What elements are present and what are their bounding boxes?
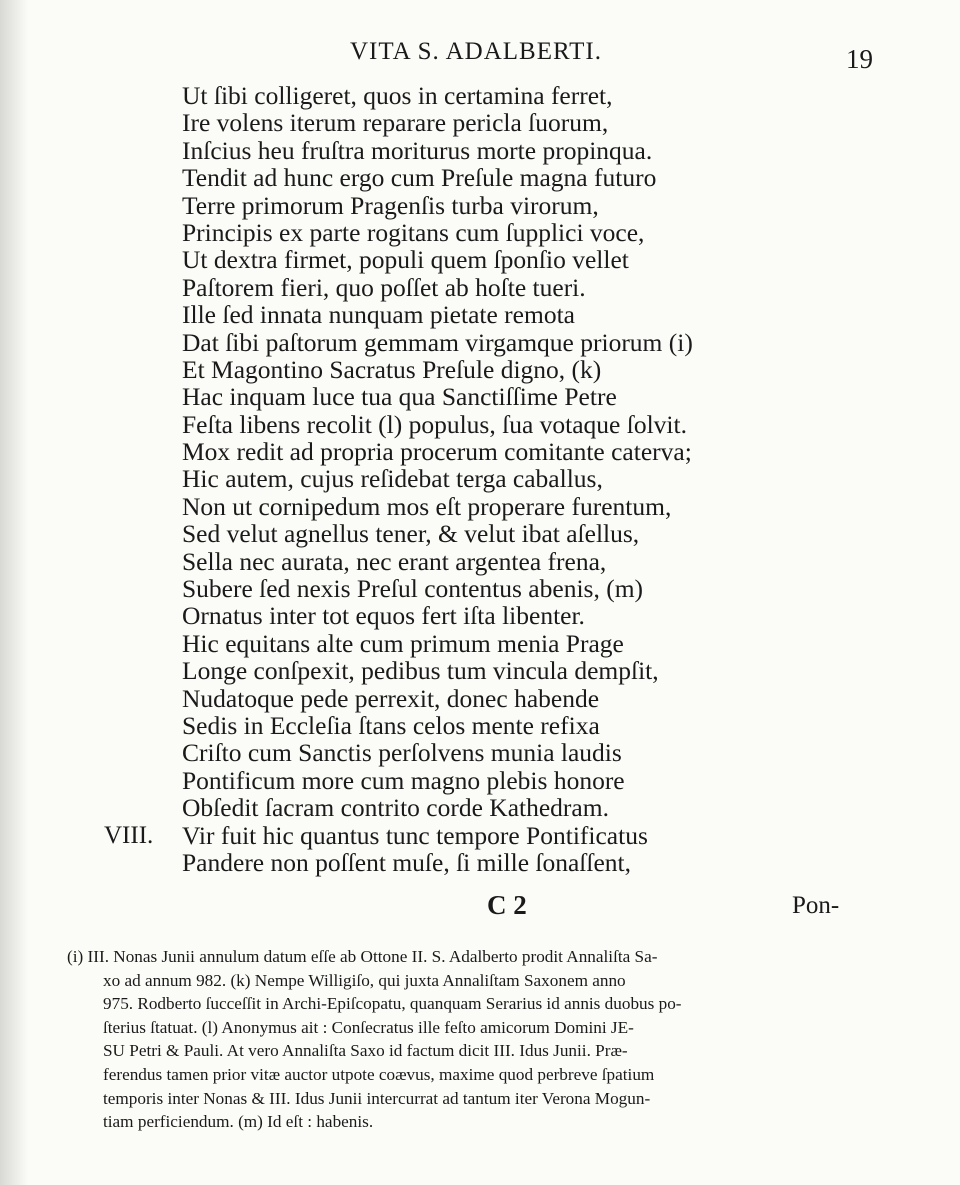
footnote-line: SU Petri & Pauli. At vero Annaliſta Saxo id factum dicit III. Idus Junii. Præ-: [103, 1041, 628, 1061]
verse-line: Hic equitans alte cum primum menia Prage: [182, 628, 624, 658]
verse-line: Criſto cum Sanctis perſolvens munia laudis: [182, 738, 622, 768]
poem-body: [104, 81, 902, 877]
page-number: 19: [846, 44, 873, 74]
verse-line: Ut dextra firmet, populi quem ſponſio vellet: [182, 245, 629, 275]
footnote-line: tiam perficiendum. (m) Id eſt : habenis.: [103, 1112, 374, 1132]
footnote-line: ferendus tamen prior vitæ auctor utpote coævus, maxime quod perbreve ſpatium: [103, 1064, 655, 1084]
verse-line: Principis ex parte rogitans cum ſupplici voce,: [182, 217, 645, 247]
verse-line: Dat ſibi paſtorum gemmam virgamque priorum (i): [182, 327, 693, 357]
verse-line: Subere ſed nexis Preſul contentus abenis, (m): [182, 574, 644, 604]
verse-line: Ornatus inter tot equos fert iſta libenter.: [182, 601, 585, 631]
verse-line: Hic autem, cujus reſidebat terga caballus,: [182, 464, 603, 494]
verse-line: Sedis in Eccleſia ſtans celos mente refixa: [182, 710, 600, 740]
verse-line: Nudatoque pede perrexit, donec habende: [182, 683, 600, 713]
verse-line-section-start: [104, 820, 902, 850]
verse-line: Tendit ad hunc ergo cum Preſule magna futuro: [182, 163, 657, 193]
footnote-line: temporis inter Nonas & III. Idus Junii intercurrat ad tantum iter Verona Mogun-: [103, 1088, 651, 1108]
page-edge-shadow: [0, 0, 28, 1185]
verse-line: Sed velut agnellus tener, & velut ibat aſellus,: [182, 519, 640, 549]
footnote-line: 975. Rodberto ſucceſſit in Archi-Epiſcopatu, quanquam Serarius id annis duobus po-: [103, 994, 682, 1014]
running-title: VITA S. ADALBERTI.: [350, 38, 602, 65]
verse-line: Et Magontino Sacratus Preſule digno, (k): [182, 354, 602, 384]
footnotes: [67, 945, 878, 1134]
verse-line: Ut ſibi colligeret, quos in certamina ferret,: [182, 81, 613, 110]
footnote-line: xo ad annum 982. (k) Nempe Willigiſo, qui juxta Annaliſtam Saxonem anno: [103, 970, 626, 990]
signature-mark: C 2: [487, 890, 527, 920]
verse-line: Longe conſpexit, pedibus tum vincula dempſit,: [182, 656, 659, 686]
catchword: Pon-: [792, 892, 840, 919]
verse-line: Paſtorem fieri, quo poſſet ab hoſte tueri.: [182, 272, 586, 302]
footnote-line: ſterius ſtatuat. (l) Anonymus ait : Conſecratus ille feſto amicorum Domini JE-: [103, 1017, 634, 1037]
page-header: [0, 38, 960, 78]
verse-line: Ille ſed innata nunquam pietate remota: [182, 300, 575, 330]
verse-line: Sella nec aurata, nec erant argentea frena,: [182, 546, 607, 576]
verse-line: Obſedit ſacram contrito corde Kathedram.: [182, 793, 609, 823]
verse-line: Inſcius heu fruſtra moriturus morte propinqua.: [182, 135, 653, 165]
verse-line: Feſta libens recolit (l) populus, ſua votaque ſolvit.: [182, 409, 687, 439]
verse-line: Terre primorum Pragenſis turba virorum,: [182, 190, 599, 220]
verse-line: Ire volens iterum reparare pericla ſuorum,: [182, 108, 609, 138]
verse-line: Hac inquam luce tua qua Sanctiſſime Petre: [182, 382, 617, 412]
verse-line: Mox redit ad propria procerum comitante caterva;: [182, 437, 692, 467]
verse-line: Pontificum more cum magno plebis honore: [182, 765, 625, 795]
footnote-line: (i) III. Nonas Junii annulum datum eſſe ab Ottone II. S. Adalberto prodit Annaliſta Sa-: [67, 947, 658, 966]
verse-text: Vir fuit hic quantus tunc tempore Pontificatus: [182, 820, 648, 850]
verse-line: Pandere non poſſent muſe, ſi mille ſonaſſent,: [182, 847, 631, 877]
section-number: VIII.: [104, 821, 154, 849]
verse-line: Non ut cornipedum mos eſt properare furentum,: [182, 491, 672, 521]
page-footer: [0, 890, 960, 926]
